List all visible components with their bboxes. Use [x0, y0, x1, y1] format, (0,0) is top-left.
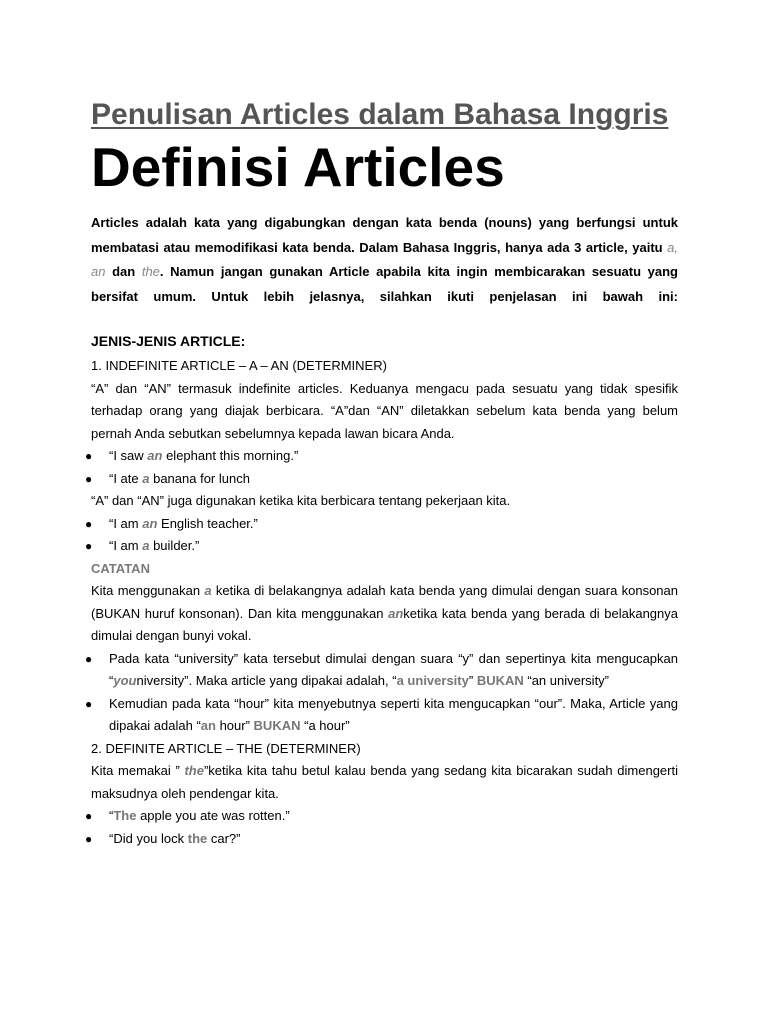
bullet-icon: ●: [85, 696, 93, 711]
bullet-icon: ●: [85, 516, 93, 531]
definite-text: Kita memakai ”: [91, 763, 185, 778]
example-text: elephant this morning.”: [162, 448, 299, 463]
intro-text-1: Articles adalah kata yang digabungkan dengan kata benda (nouns) yang berfungsi untuk membatasi atau memodifikasi kata benda. Dalam Bahasa Inggris, hanya ada 3 article, yaitu: [91, 215, 678, 255]
list-item: [85, 513, 678, 536]
example-article: a: [142, 470, 150, 486]
example-text: apple you ate was rotten.”: [136, 808, 290, 823]
example-article: The: [113, 808, 137, 823]
catatan-highlight: a university: [396, 673, 469, 688]
list-item: [85, 445, 678, 468]
list-item: [85, 828, 678, 851]
catatan-highlight: you: [113, 673, 137, 688]
example-article: the: [187, 830, 208, 846]
bullet-icon: ●: [85, 831, 93, 846]
definite-paragraph: [91, 760, 678, 805]
article-a: a,: [667, 239, 678, 255]
catatan-text: ketika kata benda yang berada di belakangnya dimulai dengan bunyi vokal.: [91, 605, 679, 643]
catatan-text: Kemudian pada kata “hour” kita menyebutnya seperti kita mengucapkan “our”. Maka, Article yang dipakai adalah “: [109, 695, 678, 733]
list-item: [85, 535, 678, 558]
document-content: [85, 94, 679, 850]
catatan-bukan: BUKAN: [476, 673, 524, 688]
catatan-article: an: [388, 605, 404, 621]
intro-dan: dan: [105, 264, 142, 279]
example-text: car?”: [207, 830, 241, 846]
example-text: “Did you lock: [109, 830, 188, 846]
catatan-label: CATATAN: [91, 560, 150, 576]
jenis-heading: JENIS-JENIS ARTICLE:: [91, 333, 246, 349]
definite-article: the: [184, 763, 204, 778]
indefinite-paragraph: “A” dan “AN” termasuk indefinite articles. Keduanya mengacu pada sesuatu yang tidak spesifik terhadap orang yang diajak berbicara. “A”dan “AN” diletakkan sebelum kata benda yang belum pernah Anda sebutkan sebelumnya kepada lawan bicara Anda.: [91, 380, 678, 441]
catatan-text: niversity”. Maka article yang dipakai adalah, “: [136, 673, 397, 688]
intro-text-2: . Namun jangan gunakan Article apabila kita ingin membicarakan sesuatu yang bersifat umum. Untuk lebih jelasnya, silahkan ikuti penjelasan ini bawah ini:: [91, 264, 678, 304]
indefinite-paragraph-2: “A” dan “AN” juga digunakan ketika kita berbicara tentang pekerjaan kita.: [91, 493, 511, 508]
indefinite-examples-1: [85, 445, 678, 490]
page-title: Penulisan Articles dalam Bahasa Inggris: [91, 98, 669, 131]
bullet-icon: ●: [85, 471, 93, 486]
article-an: an: [91, 264, 106, 279]
example-text: English teacher.”: [157, 515, 258, 531]
catatan-text: ketika di belakangnya adalah kata benda yang dimulai dengan suara konsonan (BUKAN huruf konsonan). Dan kita menggunakan: [91, 583, 678, 621]
catatan-text: ”: [468, 673, 477, 688]
example-text: banana for lunch: [149, 470, 250, 486]
catatan-text: “a hour”: [300, 718, 350, 733]
example-article: a: [142, 538, 150, 553]
definite-text: ”ketika kita tahu betul kalau benda yang sedang kita bicarakan sudah dimengerti maksudnya oleh pendengar kita.: [91, 763, 678, 801]
catatan-bukan: BUKAN: [253, 718, 301, 733]
indefinite-heading: 1. INDEFINITE ARTICLE – A – AN (DETERMINER): [91, 358, 387, 373]
definite-examples: [85, 805, 678, 850]
example-text: “I am: [109, 515, 143, 531]
list-item: [85, 805, 678, 828]
bullet-icon: ●: [85, 539, 93, 553]
example-text: “I saw: [109, 448, 148, 463]
bullet-icon: ●: [85, 449, 93, 463]
list-item: [85, 648, 678, 693]
catatan-highlight: an: [200, 718, 216, 733]
catatan-text: hour”: [215, 718, 254, 733]
indefinite-examples-2: [85, 513, 678, 558]
example-text: “I ate: [109, 470, 143, 486]
catatan-list: [85, 648, 678, 738]
catatan-text: “an university”: [523, 673, 610, 688]
catatan-article: a: [204, 583, 212, 598]
bullet-icon: ●: [85, 809, 93, 823]
catatan-text: Kita menggunakan: [91, 583, 205, 598]
example-text: “: [109, 808, 114, 823]
example-article: an: [142, 515, 158, 531]
example-article: an: [147, 448, 163, 463]
list-item: [85, 468, 678, 491]
intro-paragraph: [91, 211, 678, 309]
example-text: builder.”: [149, 538, 200, 553]
definite-heading: 2. DEFINITE ARTICLE – THE (DETERMINER): [91, 740, 361, 756]
list-item: [85, 693, 678, 738]
catatan-paragraph: [91, 580, 678, 648]
section-heading: Definisi Articles: [91, 136, 505, 198]
example-text: “I am: [109, 538, 143, 553]
article-the: the: [141, 264, 160, 279]
bullet-icon: ●: [85, 651, 93, 666]
catatan-text: Pada kata “university” kata tersebut dimulai dengan suara “y” dan sepertinya kita mengucapkan “: [109, 650, 678, 688]
